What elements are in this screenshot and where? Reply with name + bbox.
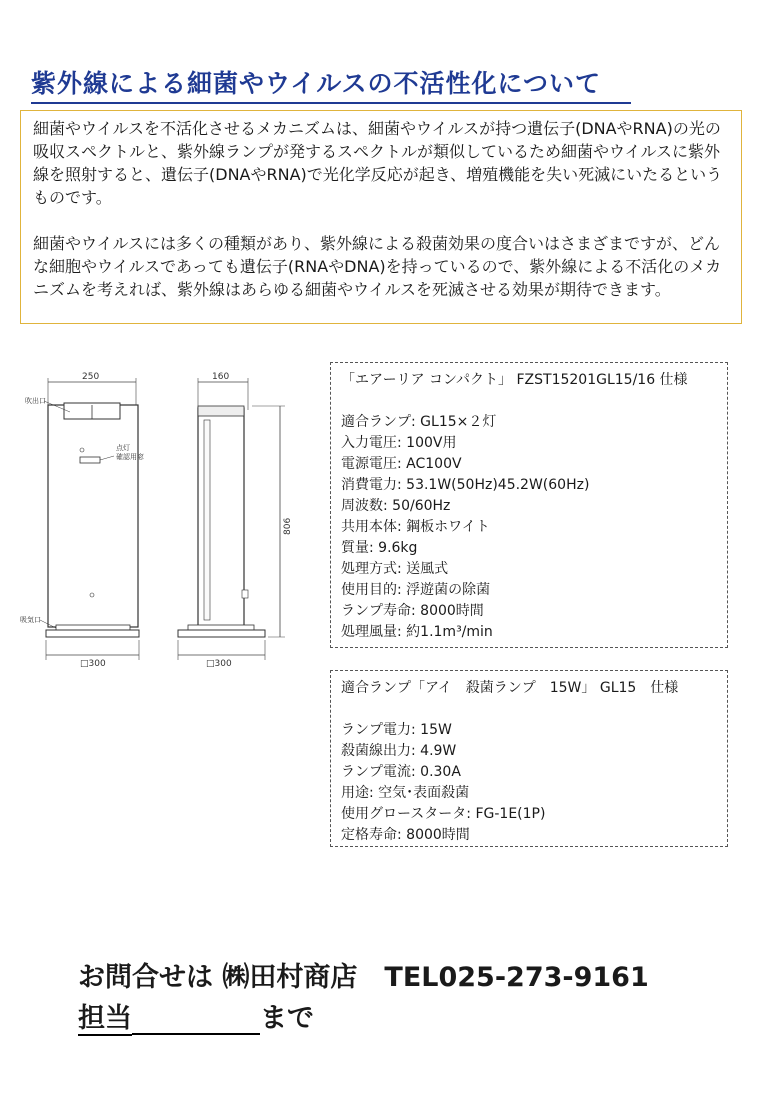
spec-row: ランプ電流: 0.30A — [341, 764, 461, 780]
contact-suffix: まで — [260, 1003, 314, 1034]
spec-row: 使用目的: 浮遊菌の除菌 — [341, 582, 491, 598]
spec-row: 殺菌線出力: 4.9W — [341, 743, 457, 759]
lamp-spec-box — [330, 670, 728, 847]
inlet-label: 吸気口 — [20, 616, 41, 624]
spec-row: 電源電圧: AC100V — [341, 456, 462, 472]
contact-person-line — [78, 996, 314, 1035]
contact-person-blank — [132, 1003, 260, 1035]
spec-row: 処理風量: 約1.1m³/min — [341, 624, 493, 640]
outlet-label: 吹出口 — [25, 397, 46, 405]
page-title: 紫外線による細菌やウイルスの不活性化について — [31, 64, 631, 104]
front-base-label: □300 — [80, 659, 106, 669]
spec-row: 周波数: 50/60Hz — [341, 498, 451, 514]
spec-row: 消費電力: 53.1W(50Hz)45.2W(60Hz) — [341, 477, 590, 493]
spec-row: 定格寿命: 8000時間 — [341, 827, 470, 843]
dimension-diagram — [20, 370, 316, 670]
intro-paragraph-1: 細菌やウイルスを不活化させるメカニズムは、細菌やウイルスが持つ遺伝子(DNAやRNA)の光の吸収スペクトルと、紫外線ランプが発するスペクトルが類似しているため細菌やウイルスに紫外線を照射すると、遺伝子(DNAやRNA)で光化学反応が起き、増殖機能を失い死滅にいたるというものです。 — [33, 119, 723, 207]
height-label: 806 — [283, 517, 293, 535]
spec-row: 適合ランプ: GL15×２灯 — [341, 414, 497, 430]
spec-row: ランプ電力: 15W — [341, 722, 452, 738]
indicator-label-2: 確認用窓 — [116, 453, 144, 461]
indicator-label-1: 点灯 — [116, 444, 130, 452]
product-spec-box — [330, 362, 728, 648]
intro-box — [20, 110, 742, 324]
contact-line: お問合せは ㈱田村商店 TEL025-273-9161 — [78, 962, 649, 993]
side-width-label: 160 — [212, 372, 230, 382]
spec-row: ランプ寿命: 8000時間 — [341, 603, 484, 619]
side-base-label: □300 — [206, 659, 232, 669]
lamp-spec-header: 適合ランプ「アイ 殺菌ランプ 15W」 GL15 仕様 — [341, 680, 679, 696]
spec-row: 処理方式: 送風式 — [341, 561, 449, 577]
spec-row: 入力電圧: 100V用 — [341, 435, 457, 451]
spec-row: 質量: 9.6kg — [341, 540, 418, 556]
product-spec-header: 「エアーリア コンパクト」 FZST15201GL15/16 仕様 — [341, 372, 688, 388]
contact-person-label: 担当 — [78, 1003, 132, 1034]
spec-row: 共用本体: 鋼板ホワイト — [341, 519, 490, 535]
spec-row: 用途: 空気･表面殺菌 — [341, 785, 470, 801]
front-width-label: 250 — [82, 372, 100, 382]
intro-paragraph-2: 細菌やウイルスには多くの種類があり、紫外線による殺菌効果の度合いはさまざまですが、どんな細胞やウイルスであっても遺伝子(RNAやDNA)を持っているので、紫外線による不活化のメカニズムを考えれば、紫外線はあらゆる細菌やウイルスを死滅させる効果が期待できます。 — [33, 234, 722, 299]
spec-row: 使用グロースタータ: FG-1E(1P) — [341, 806, 546, 822]
